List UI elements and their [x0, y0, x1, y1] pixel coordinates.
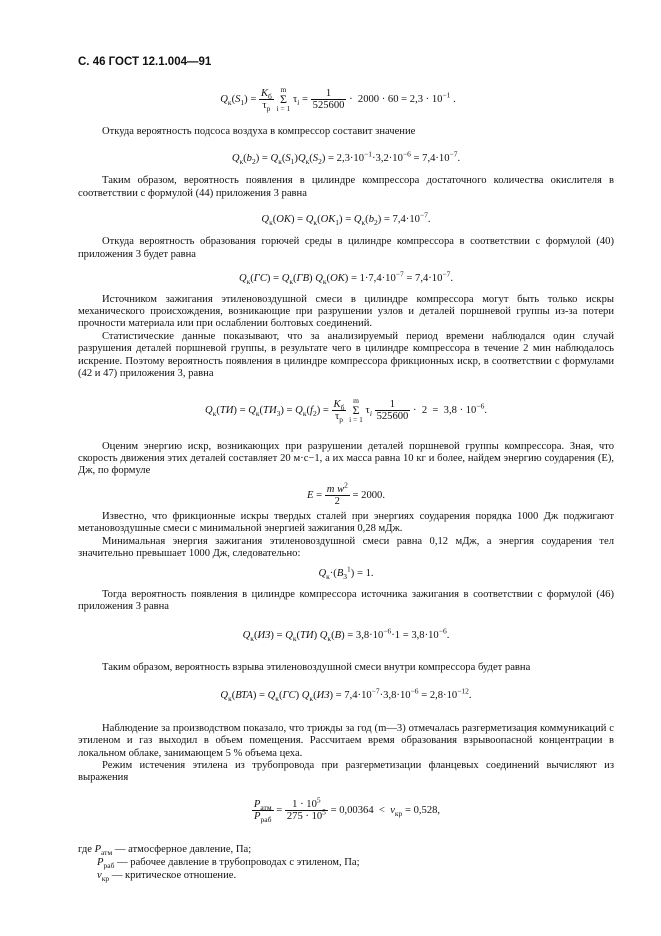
- formula-qk-gs: $Q_к(ГС) = Q_к(ГВ) Q_к(ОК) = 1\cdot 7,4\cdot 10^{-7} = 7,4\cdot 10^{-7}$.: [238, 269, 454, 287]
- document-page: [78, 56, 614, 882]
- formula-qk-s1: $Q_к(S_1)$ = $\frac{K_б}{\tau_р}$ m Σ i = 1 $\tau_i$ = $\frac{1}{525600}$ · $2000 \cdot 60 = 2,3 \cdot 10^{-1}$ .: [220, 85, 456, 114]
- formula-qk-ok: $Q_к(ОК) = Q_к(ОК_1) = Q_к(b_2) = 7,4\cdot 10^{-7}$.: [261, 210, 431, 228]
- page-header: С. 46 ГОСТ 12.1.004—91: [78, 56, 212, 68]
- paragraph-6: Оценим энергию искр, возникающих при разрушении деталей поршневой группы компрессора. Зная, что скорость движения этих деталей составляет 20 м·с−1, а их масса равна 10 кг и более, найдем энергию соударения (E), Дж, по формуле: [78, 440, 614, 477]
- paragraph-10: Таким образом, вероятность взрыва этиленовоздушной смеси внутри компрессора будет равна: [102, 661, 531, 673]
- paragraph-9: Тогда вероятность появления в цилиндре компрессора источника зажигания в соответствии с формулой (46) приложения 3 равна: [78, 588, 614, 613]
- variable-definitions: [78, 843, 614, 882]
- definition-p-atm: где $P_{атм}$ — атмосферное давление, Па;: [78, 843, 252, 857]
- formula-qk-ti: $Q_к(ТИ) = Q_к(ТИ_3) = Q_к(f_2)$ = $\frac{K_б}{\tau_р}$ m Σ i = 1 $\tau_i$ $\frac{1}{525600}$ · $2 = 3,8 \cdot 10^{-6}$.: [205, 395, 487, 424]
- paragraph-8: Минимальная энергия зажигания этиленовоздушной смеси равна 0,12 мДж, а энергия соударения тел значительно превышает 1000 Дж, следовательно:: [78, 535, 614, 559]
- formula-qk-b3: $Q_к\cdot(B_3^1) = 1$.: [318, 564, 374, 582]
- formula-qk-b2: $Q_к(b_2) = Q_к(S_1)Q_к(S_2) = 2,3\cdot 10^{-1}\cdot 3,2\cdot 10^{-6} = 7,4\cdot 10^{-7}$.: [231, 149, 461, 166]
- formula-qk-iz: $Q_к(ИЗ) = Q_к(ТИ) Q_к(В) = 3,8\cdot 10^{-6}\cdot 1 = 3,8\cdot 10^{-6}$.: [242, 626, 450, 643]
- paragraph-11: Наблюдение за производством показало, что трижды за год (m—3) отмечалась разгерметизация коммуникаций с этиленом и газ выходил в объем помещения. Рассчитаем время образования взрывоопасной концентрации в локальном облаке, занимающем 5 % объема цеха.: [78, 722, 614, 759]
- paragraph-4: Источником зажигания этиленовоздушной смеси в цилиндре компрессора могут быть только искры механического происхождения, возникающие при разрушении узлов и деталей поршневой группы из-за потери прочности материала или при ослаблении болтовых соединений.: [78, 293, 614, 330]
- paragraph-1: Откуда вероятность подсоса воздуха в компрессор составит значение: [102, 126, 416, 138]
- paragraph-2: Таким образом, вероятность появления в цилиндре компрессора достаточного количества окислителя в соответствии с формулой (44) приложения 3 равна: [78, 175, 614, 199]
- definition-p-rab: $P_{раб}$ — рабочее давление в трубопроводах с этиленом, Па;: [97, 856, 360, 870]
- paragraph-7: Известно, что фрикционные искры твердых сталей при энергиях соударения порядка 1000 Дж поджигают метановоздушные смеси с минимальной энергией зажигания 0,28 мДж.: [78, 510, 614, 535]
- formula-energy: E = $\frac{m w^2}{2}$ = 2000.: [307, 480, 385, 507]
- formula-pressure-ratio: $\frac{P_{атм}}{P_{раб}}$ = $\frac{1 \cdot 10^5}{275 \cdot 10^5}$ = $0,00364 < v_{кр} = 0,528$,: [253, 795, 441, 824]
- paragraph-5: Статистические данные показывают, что за анализируемый период времени наблюдался один случай разрушения деталей поршневой группы, в результате чего в цилиндре компрессора в течение 2 мин наблюдалось искрение. Поэтому вероятность появления в цилиндре компрессора фрикционных искр, в соответствии с формулами (42 и 47) приложения 3, равна: [78, 330, 614, 380]
- definition-v-kr: $v_{кр}$ — критическое отношение.: [97, 869, 237, 883]
- paragraph-12: Режим истечения этилена из трубопровода при разгерметизации фланцевых соединений вычисляют из выражения: [78, 760, 614, 784]
- paragraph-3: Откуда вероятность образования горючей среды в цилиндре компрессора в соответствии с формулой (40) приложения 3 будет равна: [78, 236, 614, 260]
- formula-qk-vta: $Q_к(ВТА) = Q_к(ГС) Q_к(ИЗ) = 7,4\cdot 10^{-7}\cdot 3,8\cdot 10^{-6} = 2,8\cdot 10^{-12}$.: [220, 686, 472, 704]
